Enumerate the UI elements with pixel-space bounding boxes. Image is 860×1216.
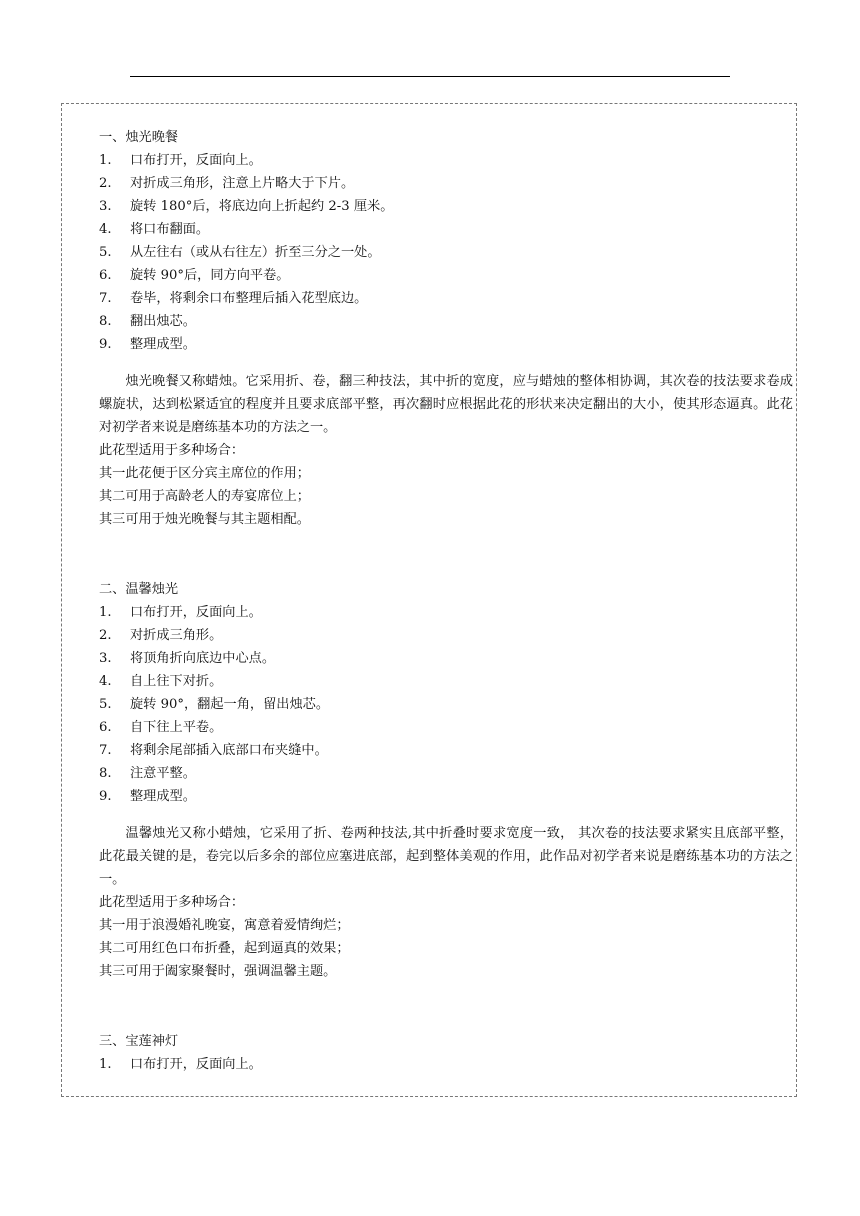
step-text: 自上往下对折。: [130, 674, 223, 689]
step-item: [99, 785, 799, 808]
step-item: [99, 716, 799, 739]
section-description: 温馨烛光又称小蜡烛，它采用了折、卷两种技法,其中折叠时要求宽度一致， 其次卷的技法要求紧实且底部平整，此花最关键的是，卷完以后多余的部位应塞进底部，起到整体美观的作用，此作品对初学者来说是磨练基本功的方法之一。: [99, 826, 793, 887]
step-text: 口布打开，反面向上。: [130, 1057, 262, 1072]
step-text: 注意平整。: [130, 766, 196, 781]
step-item: [99, 195, 799, 218]
header-rule: [130, 76, 730, 77]
step-text: 整理成型。: [130, 789, 196, 804]
step-item: [99, 670, 799, 693]
step-text: 将口布翻面。: [130, 222, 210, 237]
step-text: 对折成三角形，注意上片略大于下片。: [130, 176, 355, 191]
step-number: 6.: [99, 720, 112, 735]
step-item: [99, 762, 799, 785]
step-number: 1.: [99, 605, 112, 620]
step-number: 6.: [99, 268, 112, 283]
section-candlelight-dinner: [99, 126, 799, 531]
step-text: 从左往右（或从右往左）折至三分之一处。: [130, 245, 381, 260]
section-title: 三、宝莲神灯: [99, 1034, 179, 1049]
section-lotus-lamp: [99, 1030, 799, 1076]
step-number: 2.: [99, 176, 112, 191]
step-item: [99, 1053, 799, 1076]
step-item: [99, 601, 799, 624]
step-number: 1.: [99, 1057, 112, 1072]
step-item: [99, 739, 799, 762]
usage-item: 其二可用红色口布折叠，起到逼真的效果；: [99, 941, 350, 956]
section-description: 烛光晚餐又称蜡烛。它采用折、卷，翻三种技法，其中折的宽度，应与蜡烛的整体相协调，其次卷的技法要求卷成螺旋状，达到松紧适宜的程度并且要求底部平整，再次翻时应根据此花的形状来决定翻出的大小，使其形态逼真。此花对初学者来说是磨练基本功的方法之一。: [99, 374, 793, 435]
usage-intro: 此花型适用于多种场合：: [99, 895, 245, 910]
step-item: [99, 624, 799, 647]
step-number: 5.: [99, 697, 112, 712]
section-warm-candlelight: [99, 578, 799, 983]
step-number: 4.: [99, 674, 112, 689]
step-number: 3.: [99, 651, 112, 666]
usage-item: 其一此花便于区分宾主席位的作用；: [99, 466, 310, 481]
step-text: 将剩余尾部插入底部口布夹缝中。: [130, 743, 328, 758]
step-number: 7.: [99, 291, 112, 306]
step-number: 5.: [99, 245, 112, 260]
step-number: 8.: [99, 766, 112, 781]
usage-item: 其三可用于阖家聚餐时，强调温馨主题。: [99, 964, 337, 979]
step-number: 4.: [99, 222, 112, 237]
step-number: 8.: [99, 314, 112, 329]
step-item: [99, 310, 799, 333]
section-title: 一、烛光晚餐: [99, 130, 179, 145]
usage-item: 其三可用于烛光晚餐与其主题相配。: [99, 512, 310, 527]
step-text: 将顶角折向底边中心点。: [130, 651, 276, 666]
step-item: [99, 333, 799, 356]
step-number: 7.: [99, 743, 112, 758]
document-body: [99, 126, 799, 1076]
step-text: 口布打开，反面向上。: [130, 605, 262, 620]
step-item: [99, 287, 799, 310]
step-item: [99, 149, 799, 172]
step-text: 旋转 90°后，同方向平卷。: [130, 268, 290, 283]
usage-intro: 此花型适用于多种场合：: [99, 443, 245, 458]
step-number: 2.: [99, 628, 112, 643]
step-text: 卷毕，将剩余口布整理后插入花型底边。: [130, 291, 368, 306]
step-text: 自下往上平卷。: [130, 720, 223, 735]
step-text: 对折成三角形。: [130, 628, 223, 643]
step-text: 翻出烛芯。: [130, 314, 196, 329]
step-text: 整理成型。: [130, 337, 196, 352]
step-text: 口布打开，反面向上。: [130, 153, 262, 168]
usage-item: 其二可用于高龄老人的寿宴席位上；: [99, 489, 310, 504]
step-item: [99, 264, 799, 287]
step-number: 9.: [99, 789, 112, 804]
step-item: [99, 172, 799, 195]
step-item: [99, 241, 799, 264]
step-item: [99, 693, 799, 716]
step-number: 1.: [99, 153, 112, 168]
step-text: 旋转 90°，翻起一角，留出烛芯。: [130, 697, 330, 712]
usage-item: 其一用于浪漫婚礼晚宴，寓意着爱情绚烂；: [99, 918, 350, 933]
step-number: 9.: [99, 337, 112, 352]
step-number: 3.: [99, 199, 112, 214]
step-text: 旋转 180°后，将底边向上折起约 2-3 厘米。: [130, 199, 394, 214]
step-item: [99, 218, 799, 241]
section-title: 二、温馨烛光: [99, 582, 179, 597]
step-item: [99, 647, 799, 670]
